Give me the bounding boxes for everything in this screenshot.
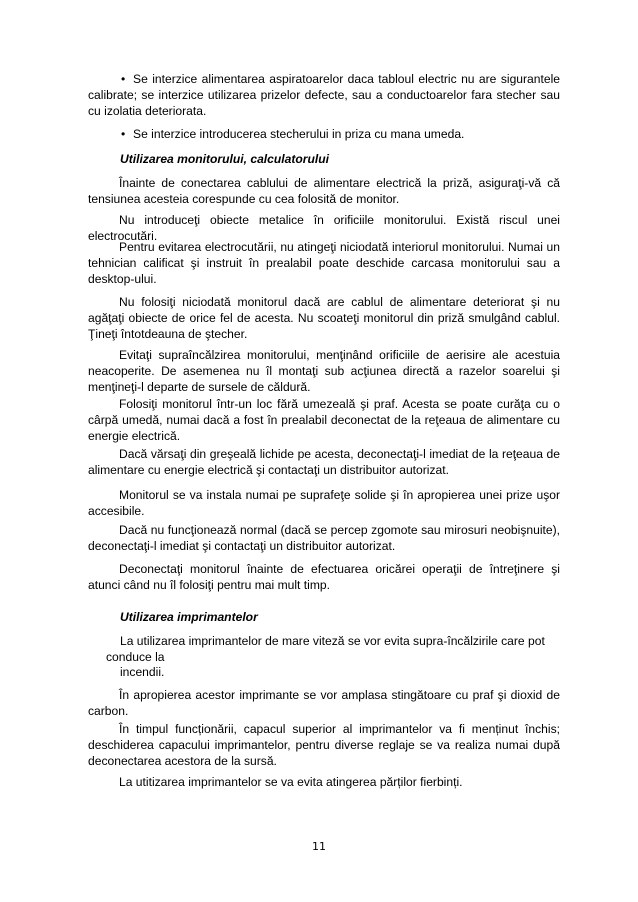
paragraph-line: conduce la bbox=[106, 650, 165, 664]
paragraph: La utitizarea imprimantelor se va evita atingerea părților fierbinți. bbox=[119, 775, 463, 789]
paragraph: În timpul funcționării, capacul superior al imprimantelor va fi menținut închis; deschiderea capacului imprimantelor, pentru diverse reglaje se va realiza numai după deconectarea acestora de la sursă. bbox=[88, 722, 560, 768]
paragraph: Nu introduceţi obiecte metalice în orificiile monitorului. Există riscul unei electrocutări. bbox=[88, 213, 560, 243]
paragraph: Evitaţi supraîncălzirea monitorului, menţinând orificiile de aerisire ale acestuia neacoperite. De asemenea nu îl montaţi sub acţiunea directă a razelor soarelui şi menţineţi-l departe de sursele de căldură. bbox=[88, 348, 560, 394]
section-heading-monitor: Utilizarea monitorului, calculatorului bbox=[120, 152, 329, 166]
bullet-item: Se interzice alimentarea aspiratoarelor daca tabloul electric nu are sigurantele calibrate; se interzice utilizarea prizelor defecte, sau a conductoarelor fara stecher sau cu izolatia deteriorata. bbox=[88, 72, 560, 118]
paragraph: Folosiţi monitorul într-un loc fără umezeală şi praf. Acesta se poate curăţa cu o cârpă umedă, numai dacă a fost în prealabil deconectat de la reţeaua de alimentare cu energie electrică. bbox=[88, 397, 560, 443]
page-number: 11 bbox=[312, 840, 326, 853]
paragraph: Monitorul se va instala numai pe suprafeţe solide şi în apropierea unei prize uşor accesibile. bbox=[88, 488, 560, 518]
bullet-marker: • bbox=[121, 72, 126, 86]
paragraph: Nu folosiţi niciodată monitorul dacă are cablul de alimentare deteriorat şi nu agăţaţi obiecte de orice fel de acesta. Nu scoateţi monitorul din priză smulgând cablul. Ţineţi întotdeauna de ştecher. bbox=[88, 295, 560, 341]
paragraph: Înainte de conectarea cablului de alimentare electrică la priză, asiguraţi-vă că tensiunea acesteia corespunde cu cea folosită de monitor. bbox=[88, 176, 560, 206]
paragraph: Deconectaţi monitorul înainte de efectuarea oricărei operaţii de întreţinere şi atunci când nu îl folosiţi pentru mai mult timp. bbox=[88, 562, 560, 592]
paragraph: Dacă vărsaţi din greşeală lichide pe acesta, deconectaţi-l imediat de la reţeaua de alimentare cu energie electrică şi contactaţi un distribuitor autorizat. bbox=[88, 447, 560, 477]
paragraph-line: La utilizarea imprimantelor de mare viteză se vor evita supra-încălzirile care pot bbox=[120, 634, 545, 648]
paragraph-line: incendii. bbox=[120, 665, 165, 679]
paragraph: În apropierea acestor imprimante se vor amplasa stingătoare cu praf şi dioxid de carbon. bbox=[88, 688, 560, 718]
section-heading-printers: Utilizarea imprimantelor bbox=[120, 610, 258, 624]
bullet-marker: • bbox=[121, 127, 126, 141]
paragraph: Pentru evitarea electrocutării, nu atingeţi niciodată interiorul monitorului. Numai un tehnician calificat şi instruit în prealabil poate deschide carcasa monitorului sau a desktop-ului. bbox=[88, 240, 560, 286]
bullet-item: Se interzice introducerea stecherului in priza cu mana umeda. bbox=[133, 127, 465, 141]
paragraph: Dacă nu funcţionează normal (dacă se percep zgomote sau mirosuri neobişnuite), deconectaţi-l imediat şi contactaţi un distribuitor autorizat. bbox=[88, 523, 560, 553]
